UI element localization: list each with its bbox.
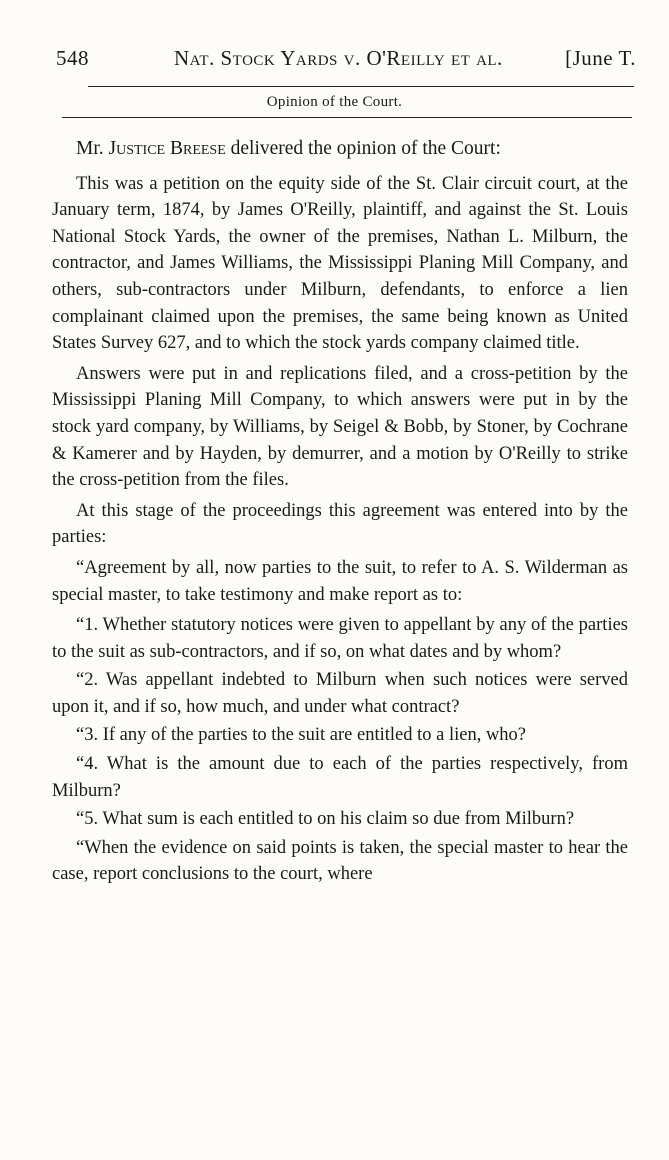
header-rule	[88, 86, 634, 87]
running-title: Nat. Stock Yards v. O'Reilly et al.	[174, 46, 503, 70]
opening-suffix: delivered the opinion of the Court:	[225, 138, 501, 159]
paragraph-agreement: “Agreement by all, now parties to the suit, to refer to A. S. Wilderman as special master, to take testimony and make report as to:	[52, 557, 628, 605]
page-number: 548	[56, 46, 89, 70]
paragraph-answers: Answers were put in and replications filed, and a cross-petition by the Mississippi Planing Mill Company, to which answers were put in by the stock yard company, by Williams, by Seigel & Bobb, by Stoner, by Cochrane & Kamerer and by Hayden, by demurrer, and a motion by O'Reilly to strike the cross-petition from the files.	[52, 363, 628, 491]
subheading-rule	[62, 117, 632, 118]
running-term: [June T.	[565, 46, 636, 70]
opening-prefix: Mr.	[76, 138, 109, 159]
opening-line	[52, 136, 628, 163]
opinion-body	[52, 136, 628, 890]
agreement-item-5: “5. What sum is each entitled to on his claim so due from Milburn?	[76, 809, 575, 830]
agreement-item-4: “4. What is the amount due to each of the parties respectively, from Milburn?	[52, 754, 628, 801]
section-subheading: Opinion of the Court.	[266, 94, 403, 110]
agreement-item-1: “1. Whether statutory notices were given to appellant by any of the parties to the suit as sub-contractors, and if so, on what dates and by whom?	[52, 615, 628, 662]
paragraph-agreement-intro: At this stage of the proceedings this agreement was entered into by the parties:	[52, 500, 628, 548]
justice-name: Justice Breese	[108, 138, 226, 159]
agreement-item-2: “2. Was appellant indebted to Milburn when such notices were served upon it, and if so, how much, and under what contract?	[52, 670, 628, 717]
paragraph-evidence: “When the evidence on said points is taken, the special master to hear the case, report conclusions to the court, where	[52, 837, 628, 885]
paragraph-petition: This was a petition on the equity side of the St. Clair circuit court, at the January term, 1874, by James O'Reilly, plaintiff, and against the St. Louis National Stock Yards, the owner of the premises, Nathan L. Milburn, the contractor, and James Williams, the Mississippi Planing Mill Company, and others, sub-contractors under Milburn, defendants, to enforce a lien complainant claimed upon the premises, the same being known as United States Survey 627, and to which the stock yards company claimed title.	[52, 173, 628, 354]
agreement-item-3: “3. If any of the parties to the suit are entitled to a lien, who?	[76, 725, 527, 746]
running-header	[56, 46, 636, 80]
